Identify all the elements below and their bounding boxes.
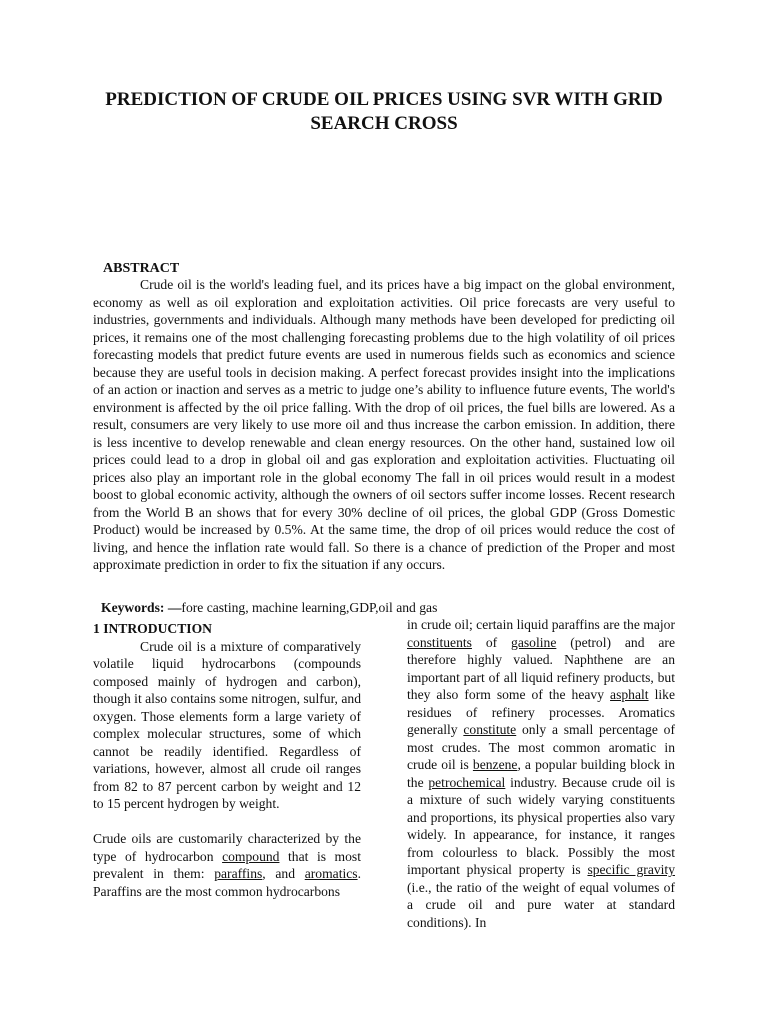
- introduction-heading: 1 INTRODUCTION: [93, 621, 212, 636]
- text-run: Crude oils are customarily characterized by the type of hydrocarbon: [93, 831, 361, 864]
- link-asphalt[interactable]: asphalt: [610, 687, 649, 702]
- text-run: , and: [262, 866, 305, 881]
- text-run: (i.e., the ratio of the weight of equal volumes of a crude oil and pure water at standard conditions). In: [407, 879, 675, 930]
- introduction-paragraph-1: Crude oil is a mixture of comparatively volatile liquid hydrocarbons (compounds composed mainly of hydrogen and carbon), though it also contains some nitrogen, sulfur, and oxygen. Those elements form a large variety of complex molecular structures, some of which cannot be readily identified. Regardless of variations, however, almost all crude oil ranges from 82 to 87 percent carbon by weight and 12 to 15 percent hydrogen by weight.: [93, 638, 361, 811]
- introduction-paragraph-3: [407, 616, 675, 931]
- keywords-line: [101, 599, 437, 617]
- abstract-heading: ABSTRACT: [103, 261, 180, 276]
- right-column: [407, 616, 675, 931]
- text-run: of: [471, 634, 512, 650]
- link-specific-gravity[interactable]: specific gravity: [587, 862, 675, 877]
- text-run: like residues of refinery processes. Aromatics generally: [407, 687, 675, 737]
- paragraph-gap: [93, 813, 361, 831]
- paper-title: PREDICTION OF CRUDE OIL PRICES USING SVR WITH GRID SEARCH CROSS: [105, 89, 663, 134]
- keywords-label: Keywords: —: [101, 600, 182, 615]
- introduction-paragraph-2: [93, 830, 361, 900]
- abstract-body: Crude oil is the world's leading fuel, and its prices have a big impact on the global environment, economy as well as oil exploration and exploitation activities. Oil price forecasts are very useful to industries, governments and individuals. Although many methods have been developed for predicting oil prices, it remains one of the most challenging forecasting problems due to the high volatility of oil prices forecasting models that predict future events are used in numerous fields such as economics and science because they are useful tools in decision making. A perfect forecast provides insight into the implications of an action or inaction and serves as a metric to judge one’s ability to influence future events, The world's environment is affected by the oil price falling. With the drop of oil prices, the fuel bills are lowered. As a result, consumers are very likely to use more oil and thus increase the carbon emission. In addition, there is less incentive to develop renewable and clean energy resources. On the other hand, sustained low oil prices could lead to a drop in global oil and gas exploration and exploitation activities. Fluctuating oil prices also play an important role in the global economy The fall in oil prices would result in a modest boost to global economic activity, although the owners of oil sectors suffer income losses. Recent research from the World B an shows that for every 30% decline of oil prices, the global GDP (Gross Domestic Product) would be increased by 0.5%. At the same time, the drop of oil prices would reduce the cost of living, and hence the inflation rate would fall. So there is a chance of prediction of the Proper and most approximate prediction in order to fix the situation if any occurs.: [93, 277, 675, 572]
- text-run: (petrol) and are therefore highly valued. Naphthene are an important part of all liquid refinery products, but they also form some of the heavy: [407, 634, 675, 702]
- link-constituents[interactable]: constituents: [407, 634, 472, 650]
- link-benzene[interactable]: benzene: [472, 757, 518, 772]
- text-run: only a small percentage of most crudes. The most common aromatic in crude oil is: [407, 722, 675, 772]
- text-run: . Paraffins are the most common hydrocarbons: [93, 866, 361, 899]
- link-compound[interactable]: compound: [222, 848, 280, 864]
- left-column: [93, 620, 361, 900]
- link-paraffins[interactable]: paraffins: [214, 866, 263, 881]
- link-constitute[interactable]: constitute: [463, 722, 517, 737]
- link-aromatics[interactable]: aromatics: [304, 866, 358, 881]
- keywords-text: fore casting, machine learning,GDP,oil and gas: [181, 600, 438, 615]
- link-petrochemical[interactable]: petrochemical: [428, 774, 506, 790]
- text-run: industry. Because crude oil is a mixture of such widely varying constituents and proportions, its physical properties also vary widely. In appearance, for instance, it ranges from colourless to black. Possibly the most important physical property is: [407, 774, 675, 877]
- text-run: , a popular building block in the: [407, 757, 675, 790]
- link-gasoline[interactable]: gasoline: [511, 634, 557, 650]
- text-run: in crude oil; certain liquid paraffins are the major: [407, 617, 675, 632]
- text-run: that is most prevalent in them:: [93, 848, 361, 881]
